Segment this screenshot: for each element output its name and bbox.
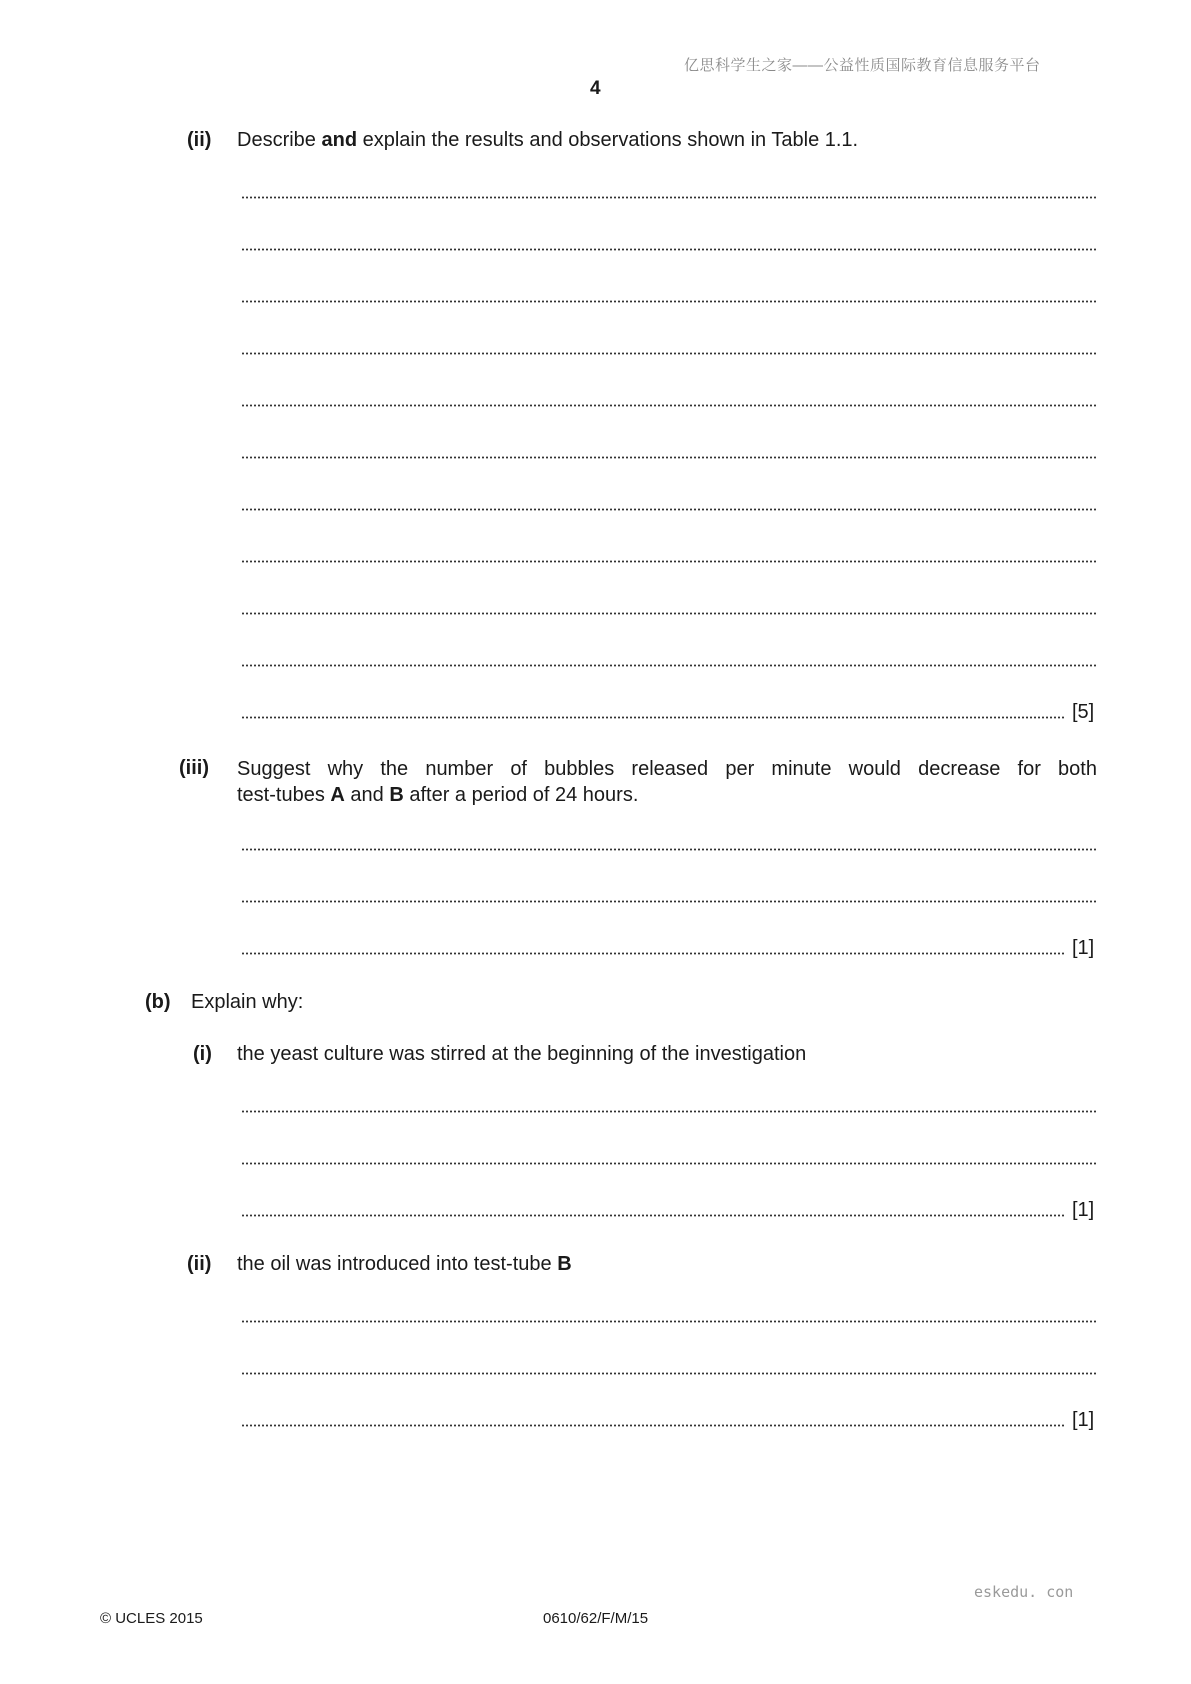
question-text-line: Suggest why the number of bubbles released per minute would decrease for both — [237, 758, 1097, 780]
mark-allocation: [5] — [1072, 701, 1095, 723]
question-text-line — [237, 784, 638, 806]
question-text-part: explain the results and observations shown in Table 1.1. — [357, 129, 859, 151]
mark-allocation: [1] — [1072, 1199, 1095, 1221]
answer-line[interactable] — [241, 1110, 1096, 1113]
question-b-ii-text — [237, 1253, 572, 1276]
question-b-label: (b) — [145, 991, 171, 1013]
question-a-ii-label: (ii) — [187, 129, 212, 151]
question-b-i-text: the yeast culture was stirred at the beginning of the investigation — [237, 1043, 807, 1065]
header-watermark: 亿思科学生之家——公益性质国际教育信息服务平台 — [684, 57, 1041, 74]
question-text-part: the oil was introduced into test-tube — [237, 1253, 558, 1275]
page-number: 4 — [590, 78, 601, 99]
question-text-bold: B — [557, 1253, 572, 1275]
answer-line[interactable] — [241, 1214, 1064, 1217]
footer-paper-code: 0610/62/F/M/15 — [543, 1610, 649, 1627]
question-text-bold: and — [321, 129, 358, 151]
question-text-part: after a period of 24 hours. — [403, 784, 639, 806]
question-a-iii-label: (iii) — [179, 757, 209, 779]
answer-line[interactable] — [241, 848, 1096, 851]
answer-line[interactable] — [241, 1424, 1064, 1427]
answer-line[interactable] — [241, 952, 1064, 955]
answer-line[interactable] — [241, 1320, 1096, 1323]
question-b-text: Explain why: — [191, 991, 304, 1013]
answer-line[interactable] — [241, 716, 1064, 719]
answer-line[interactable] — [241, 560, 1096, 563]
question-a-iii-text — [237, 756, 1097, 808]
footer-watermark: eskedu. con — [974, 1583, 1074, 1601]
answer-line[interactable] — [241, 664, 1096, 667]
footer-copyright: © UCLES 2015 — [100, 1610, 203, 1627]
question-b-i-label: (i) — [193, 1043, 212, 1065]
answer-line[interactable] — [241, 1372, 1096, 1375]
question-text-bold: B — [389, 784, 404, 806]
question-a-ii-text — [237, 129, 858, 152]
answer-line[interactable] — [241, 352, 1096, 355]
answer-line[interactable] — [241, 508, 1096, 511]
question-b-ii-label: (ii) — [187, 1253, 212, 1275]
answer-line[interactable] — [241, 456, 1096, 459]
answer-line[interactable] — [241, 248, 1096, 251]
answer-line[interactable] — [241, 404, 1096, 407]
mark-allocation: [1] — [1072, 1409, 1095, 1431]
answer-line[interactable] — [241, 1162, 1096, 1165]
answer-line[interactable] — [241, 612, 1096, 615]
mark-allocation: [1] — [1072, 937, 1095, 959]
question-text-bold: A — [330, 784, 345, 806]
question-text-part: test-tubes — [237, 784, 331, 806]
question-text-part: and — [344, 784, 390, 806]
answer-line[interactable] — [241, 900, 1096, 903]
answer-line[interactable] — [241, 196, 1096, 199]
question-text-part: Describe — [237, 129, 322, 151]
answer-line[interactable] — [241, 300, 1096, 303]
